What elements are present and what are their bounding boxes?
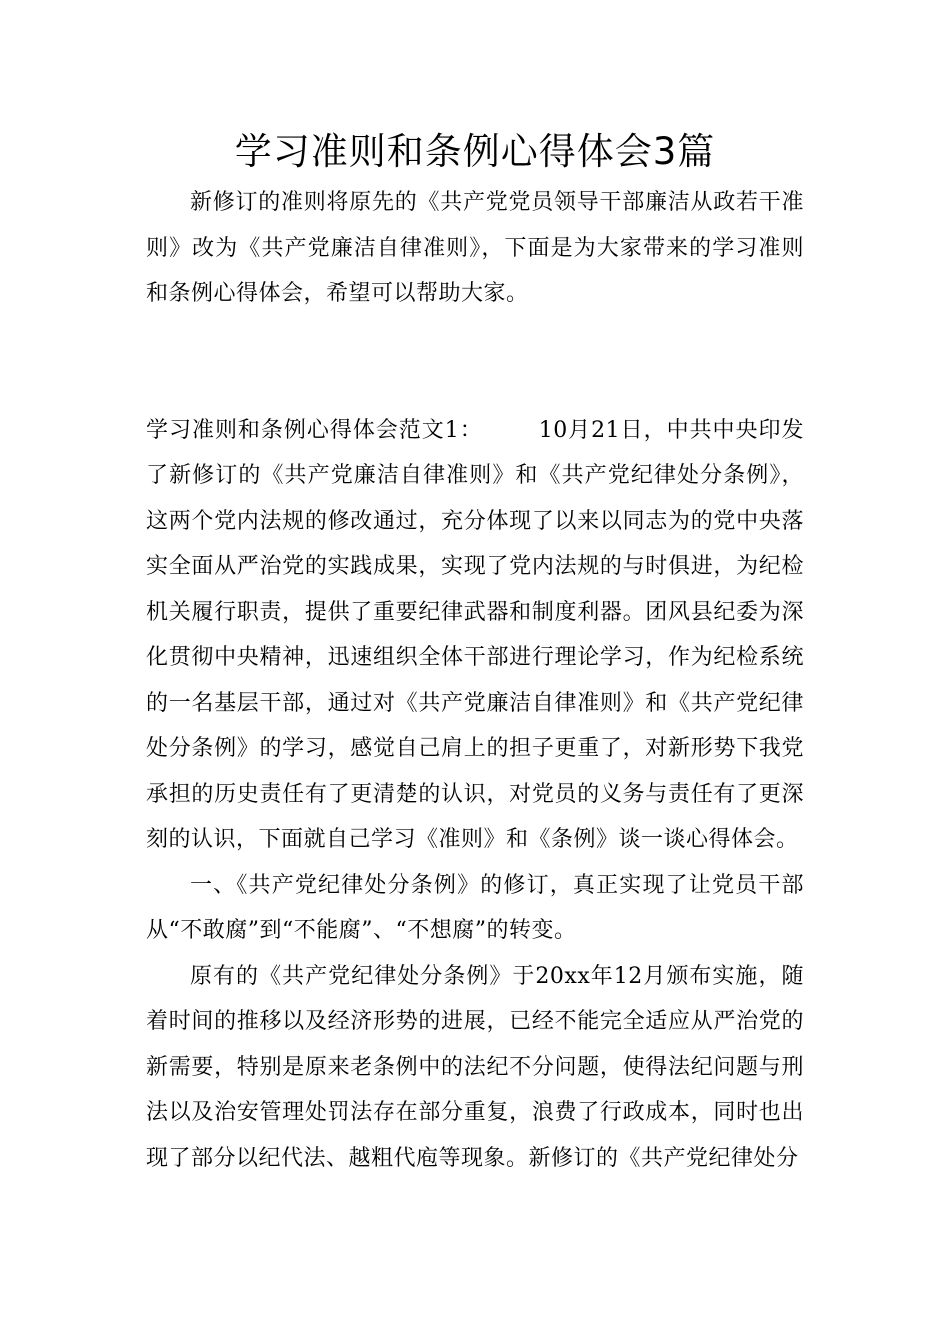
section-one-heading: 一、《共产党纪律处分条例》的修订，真正实现了让党员干部从“不敢腐”到“不能腐”、“不想腐”的转变。 — [146, 872, 804, 943]
intro-paragraph: 新修订的准则将原先的《共产党党员领导干部廉洁从政若干准则》改为《共产党廉洁自律准则》，下面是为大家带来的学习准则和条例心得体会，希望可以帮助大家。 — [146, 190, 804, 306]
paragraph-gap — [146, 317, 804, 408]
sample-paragraph — [146, 408, 804, 863]
document-body — [146, 180, 804, 1181]
document-title: 学习准则和条例心得体会3篇 — [234, 130, 716, 173]
section-one-paragraph: 原有的《共产党纪律处分条例》于20xx年12月颁布实施，随着时间的推移以及经济形势的进展，已经不能完全适应从严治党的新需要，特别是原来老条例中的法纪不分问题，使得法纪问题与刑法以及治安管理处罚法存在部分重复，浪费了行政成本，同时也出现了部分以纪代法、越粗代庖等现象。新修订的《共产党纪律处分 — [146, 963, 804, 1171]
sample-heading: 学习准则和条例心得体会范文1： — [146, 417, 483, 443]
sample-paragraph-text: 10月21日，中共中央印发了新修订的《共产党廉洁自律准则》和《共产党纪律处分条例》，这两个党内法规的修改通过，充分体现了以来以同志为的党中央落实全面从严治党的实践成果，实现了党内法规的与时俱进，为纪检机关履行职责，提供了重要纪律武器和制度利器。团风县纪委为深化贯彻中央精神，迅速组织全体干部进行理论学习，作为纪检系统的一名基层干部，通过对《共产党廉洁自律准则》和《共产党纪律处分条例》的学习，感觉自己肩上的担子更重了，对新形势下我党承担的历史责任有了更清楚的认识，对党员的义务与责任有了更深刻的认识，下面就自己学习《准则》和《条例》谈一谈心得体会。 — [146, 417, 804, 852]
